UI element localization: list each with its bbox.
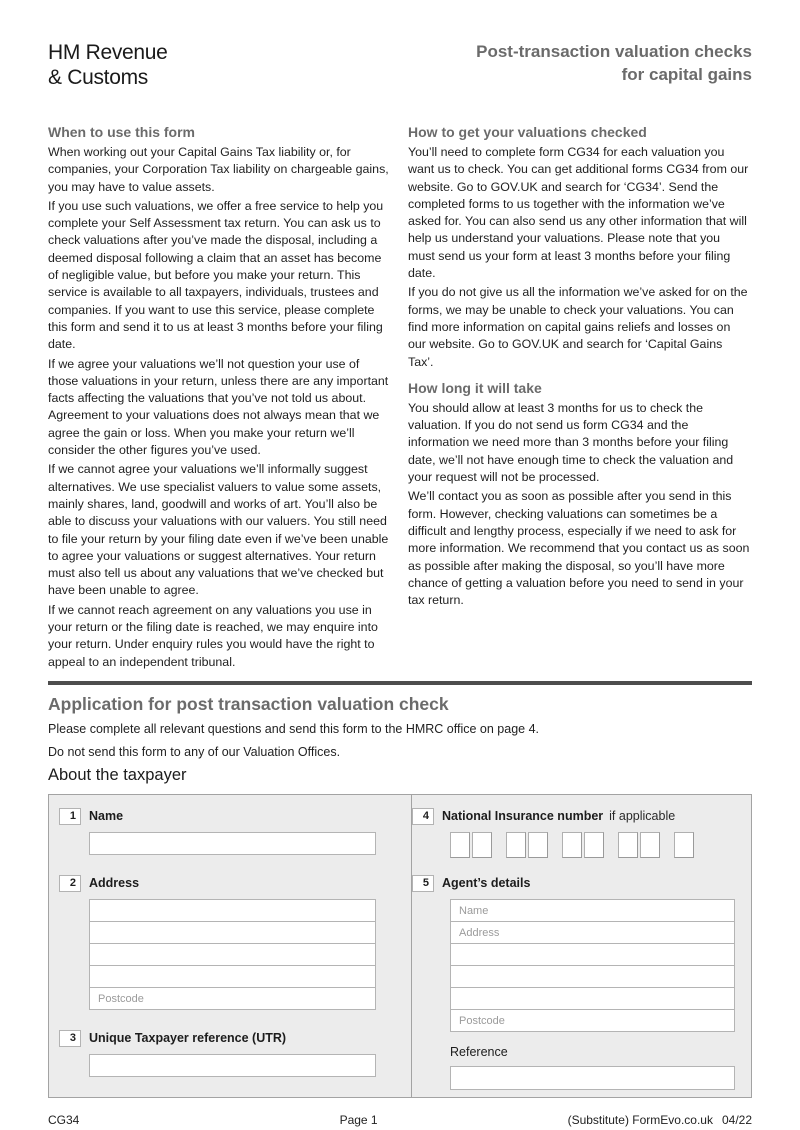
how-long-heading: How long it will take: [408, 379, 542, 396]
document-title: [476, 40, 752, 86]
form-left-column: [49, 795, 411, 1097]
name-label: Name: [89, 809, 124, 824]
guidance-right-column: [408, 123, 750, 673]
guidance-paragraph: You’ll need to complete form CG34 for each valuation you want us to check. You can get additional forms CG34 from our website. Go to GOV.UK and search for ‘CG34’. Send the completed forms to us together with the information we’ve asked for. You can also send us any other information that will help us understand your valuations. Please note that you must send us your form at least 3 months before your filing date.: [408, 145, 749, 281]
nino-char-box[interactable]: [618, 832, 638, 858]
about-taxpayer-heading: About the taxpayer: [48, 765, 187, 784]
header: [48, 40, 752, 90]
nino-boxes: [450, 832, 751, 858]
application-heading: Application for post transaction valuation check: [48, 693, 449, 714]
guidance-paragraph: When working out your Capital Gains Tax liability or, for companies, your Corporation Tax liability on chargeable gains, you may have to value assets.: [48, 145, 389, 194]
section-divider: [48, 681, 752, 685]
field-number-badge: 5: [412, 875, 434, 892]
address-label: Address: [89, 876, 140, 891]
nino-label: National Insurance number: [442, 809, 604, 824]
nino-char-box[interactable]: [528, 832, 548, 858]
guidance-paragraph: If you do not give us all the information we’ve asked for on the forms, we may be unable to check your valuations. You can find more information on capital gains reliefs and losses on our website. Go to GOV.UK and search for ‘Capital Gains Tax’.: [408, 285, 748, 369]
agent-address-line-input[interactable]: [450, 987, 735, 1010]
nino-char-box[interactable]: [562, 832, 582, 858]
utr-input[interactable]: [89, 1054, 376, 1077]
document-title-line2: for capital gains: [621, 65, 752, 84]
agent-name-input[interactable]: [450, 899, 735, 922]
nino-char-box[interactable]: [674, 832, 694, 858]
guidance-paragraph: We’ll contact you as soon as possible after you send in this form. However, checking valuations can sometimes be a difficult and lengthy process, especially if we need to ask for more information. We recommend that you contact us as soon as possible after making the disposal, so you’ll have more chance of getting a valuation before you need to send in your tax return.: [408, 489, 750, 608]
guidance-paragraph: If we agree your valuations we’ll not question your use of those valuations in your return, unless there are any important facts affecting the valuations that you’ve not told us about. Agreement to your valuations does not always mean that we agree the gain or loss. When you make your return we’ll consider the other figures you’ve used.: [48, 356, 389, 458]
document-title-line1: Post-transaction valuation checks: [476, 42, 752, 61]
agent-address-line-input[interactable]: [450, 965, 735, 988]
guidance-left-column: [48, 123, 390, 673]
field-number-badge: 1: [59, 808, 81, 825]
guidance-paragraph: If we cannot agree your valuations we’ll informally suggest alternatives. We use specialist valuers to value some assets, mainly shares, land, goodwill and works of art. You’ll also be able to discuss your valuations with our valuers. You still need to file your return by your filing date even if we’ve been unable to agree your valuations or suggest alternatives. Your return must also tell us about any valuations that we’ve checked but have been unable to agree.: [48, 462, 389, 598]
utr-label: Unique Taxpayer reference (UTR): [89, 1031, 287, 1046]
footer-form-code: CG34: [48, 1112, 80, 1127]
name-field-head: [49, 808, 411, 825]
page-footer: [48, 1113, 752, 1127]
nino-field-head: [412, 808, 751, 825]
agent-inputs: [412, 899, 751, 1032]
guidance-columns: [48, 123, 752, 673]
agent-postcode-input[interactable]: [450, 1009, 735, 1032]
nino-char-box[interactable]: [450, 832, 470, 858]
address-line-input[interactable]: [89, 943, 376, 966]
nino-char-box[interactable]: [506, 832, 526, 858]
nino-note: if applicable: [609, 809, 676, 824]
address-postcode-input[interactable]: [89, 987, 376, 1010]
agent-reference-input[interactable]: [450, 1066, 735, 1090]
agent-address-input[interactable]: [450, 921, 735, 944]
field-number-badge: 4: [412, 808, 434, 825]
footer-date: 04/22: [721, 1112, 752, 1127]
form-right-column: [411, 795, 751, 1097]
footer-publisher-block: [462, 1113, 752, 1127]
how-to-get-checked-heading: How to get your valuations checked: [408, 124, 647, 140]
application-instruction-1: Please complete all relevant questions and send this form to the HMRC office on page 4.: [48, 721, 540, 736]
address-line-input[interactable]: [89, 921, 376, 944]
footer-page-number: Page 1: [339, 1112, 378, 1127]
application-instruction-2: Do not send this form to any of our Valuation Offices.: [48, 744, 341, 759]
nino-char-box[interactable]: [640, 832, 660, 858]
agent-label: Agent’s details: [442, 876, 531, 891]
taxpayer-form-box: [48, 794, 752, 1098]
guidance-paragraph: If we cannot reach agreement on any valuations you use in your return or the filing date is reached, we may enquire into your return. Under enquiry rules you would have the right to appeal to an independent tribunal.: [48, 602, 378, 669]
when-to-use-heading: When to use this form: [48, 124, 195, 140]
address-line-input[interactable]: [89, 965, 376, 988]
footer-publisher: (Substitute) FormEvo.co.uk: [567, 1112, 713, 1127]
guidance-paragraph: You should allow at least 3 months for us to check the valuation. If you do not send us form CG34 and the information we need more than 3 months before your filing date, we’ll not have enough time to check the valuation and your request will not be processed.: [408, 400, 734, 485]
field-number-badge: 2: [59, 875, 81, 892]
field-number-badge: 3: [59, 1030, 81, 1047]
name-input[interactable]: [89, 832, 376, 855]
address-field-head: [49, 875, 411, 892]
hmrc-logo: [48, 40, 168, 90]
utr-field-head: [49, 1030, 411, 1047]
agent-reference-label: Reference: [450, 1044, 508, 1059]
agent-field-head: [412, 875, 751, 892]
hmrc-logo-line2: & Customs: [48, 66, 148, 89]
agent-address-line-input[interactable]: [450, 943, 735, 966]
address-line-input[interactable]: [89, 899, 376, 922]
address-inputs: [49, 899, 411, 1010]
hmrc-logo-line1: HM Revenue: [48, 41, 168, 64]
nino-char-box[interactable]: [472, 832, 492, 858]
nino-char-box[interactable]: [584, 832, 604, 858]
guidance-paragraph: If you use such valuations, we offer a free service to help you complete your Self Assessment tax return. You can ask us to check valuations after you’ve made the disposal, including a deemed disposal following a claim that an asset has become of negligible value, but before you make your return. This service is available to all taxpayers, individuals, trustees and companies. If you want to use this service, please complete this form and send it to us at least 3 months before your filing date.: [48, 198, 384, 352]
